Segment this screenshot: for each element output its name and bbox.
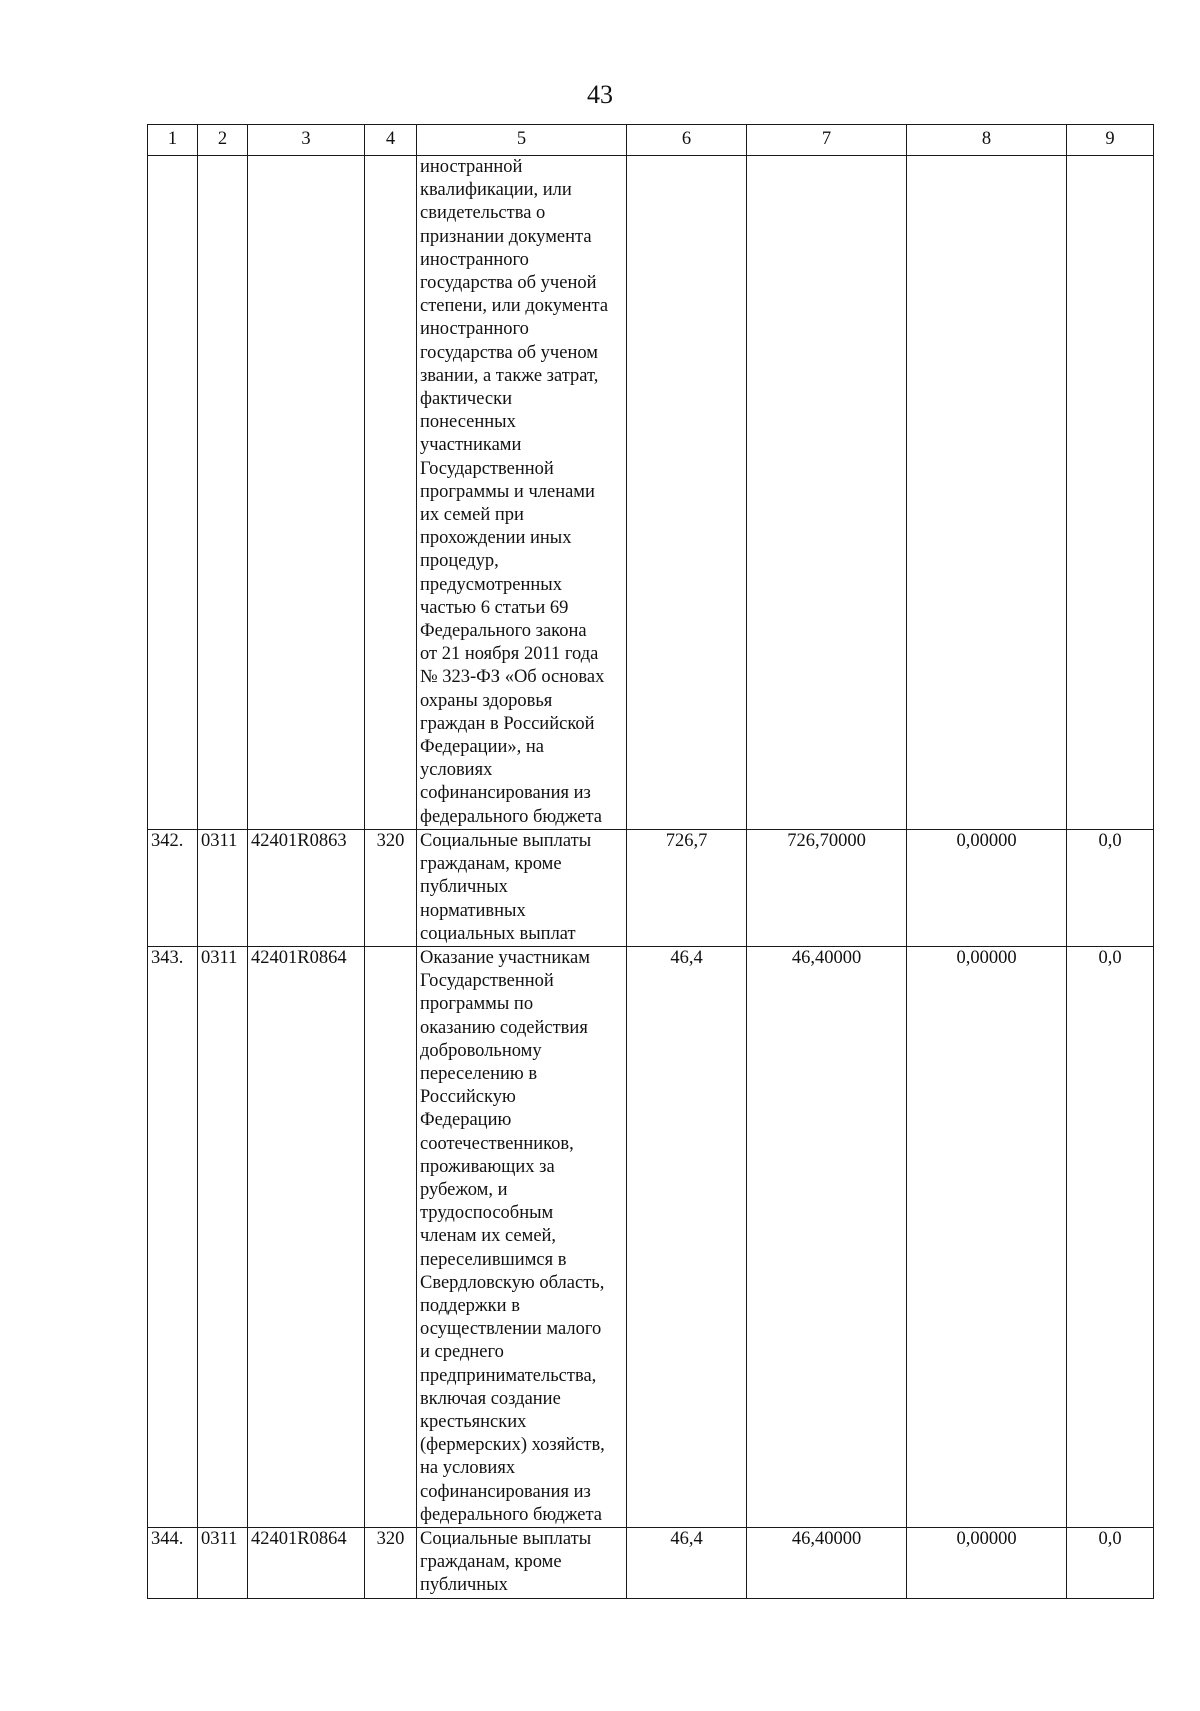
expense-type-code	[365, 156, 417, 830]
amount-col8: 0,00000	[907, 946, 1067, 1527]
target-article-code: 42401R0864	[248, 1527, 365, 1598]
row-number: 342.	[148, 829, 198, 946]
amount-col7	[747, 156, 907, 830]
row-description-text: Социальные выплаты гражданам, кроме публичных	[420, 1528, 592, 1596]
expense-type-code: 320	[365, 829, 417, 946]
amount-col6	[627, 156, 747, 830]
table-row	[148, 829, 1154, 946]
amount-col9	[1067, 156, 1154, 830]
row-description	[417, 156, 627, 830]
column-header: 6	[627, 125, 747, 156]
row-description	[417, 946, 627, 1527]
column-header: 7	[747, 125, 907, 156]
amount-col8	[907, 156, 1067, 830]
column-header: 1	[148, 125, 198, 156]
column-header: 2	[198, 125, 248, 156]
amount-col6: 726,7	[627, 829, 747, 946]
amount-col7: 46,40000	[747, 1527, 907, 1598]
amount-col7: 726,70000	[747, 829, 907, 946]
row-number: 343.	[148, 946, 198, 1527]
amount-col9: 0,0	[1067, 829, 1154, 946]
table-header-row	[148, 125, 1154, 156]
target-article-code: 42401R0864	[248, 946, 365, 1527]
column-header: 5	[417, 125, 627, 156]
table-row	[148, 946, 1154, 1527]
row-description	[417, 1527, 627, 1598]
amount-col6: 46,4	[627, 946, 747, 1527]
amount-col8: 0,00000	[907, 829, 1067, 946]
section-code: 0311	[198, 829, 248, 946]
section-code	[198, 156, 248, 830]
row-description	[417, 829, 627, 946]
row-description-text: Социальные выплаты гражданам, кроме публичных нормативных социальных выплат	[420, 830, 592, 944]
amount-col9: 0,0	[1067, 1527, 1154, 1598]
row-description-text: иностранной квалификации, или свидетельства о признании документа иностранного государства об ученой степени, или документа иностранного государства об ученом звании, а также затрат, фактически понесенных участниками Государственной программы и членами их семей при прохождении иных процедур, предусмотренных частью 6 статьи 69 Федерального закона от 21 ноября 2011 года № 323-ФЗ «Об основах охраны здоровья граждан в Российской Федерации», на условиях софинансирования из федерального бюджета	[420, 157, 609, 827]
column-header: 3	[248, 125, 365, 156]
target-article-code: 42401R0863	[248, 829, 365, 946]
column-header: 4	[365, 125, 417, 156]
column-header: 8	[907, 125, 1067, 156]
table-row	[148, 156, 1154, 830]
column-header: 9	[1067, 125, 1154, 156]
expense-type-code: 320	[365, 1527, 417, 1598]
row-description-text: Оказание участникам Государственной программы по оказанию содействия добровольному переселению в Российскую Федерацию соотечественников, проживающих за рубежом, и трудоспособным членам их семей, переселившимся в Свердловскую область, поддержки в осуществлении малого и среднего предпринимательства, включая создание крестьянских (фермерских) хозяйств, на условиях софинансирования из федерального бюджета	[420, 947, 605, 1525]
section-code: 0311	[198, 946, 248, 1527]
table-row	[148, 1527, 1154, 1598]
amount-col7: 46,40000	[747, 946, 907, 1527]
amount-col9: 0,0	[1067, 946, 1154, 1527]
amount-col8: 0,00000	[907, 1527, 1067, 1598]
row-number: 344.	[148, 1527, 198, 1598]
budget-table	[147, 124, 1154, 1599]
row-number	[148, 156, 198, 830]
expense-type-code	[365, 946, 417, 1527]
page-number: 43	[587, 80, 613, 109]
section-code: 0311	[198, 1527, 248, 1598]
amount-col6: 46,4	[627, 1527, 747, 1598]
target-article-code	[248, 156, 365, 830]
